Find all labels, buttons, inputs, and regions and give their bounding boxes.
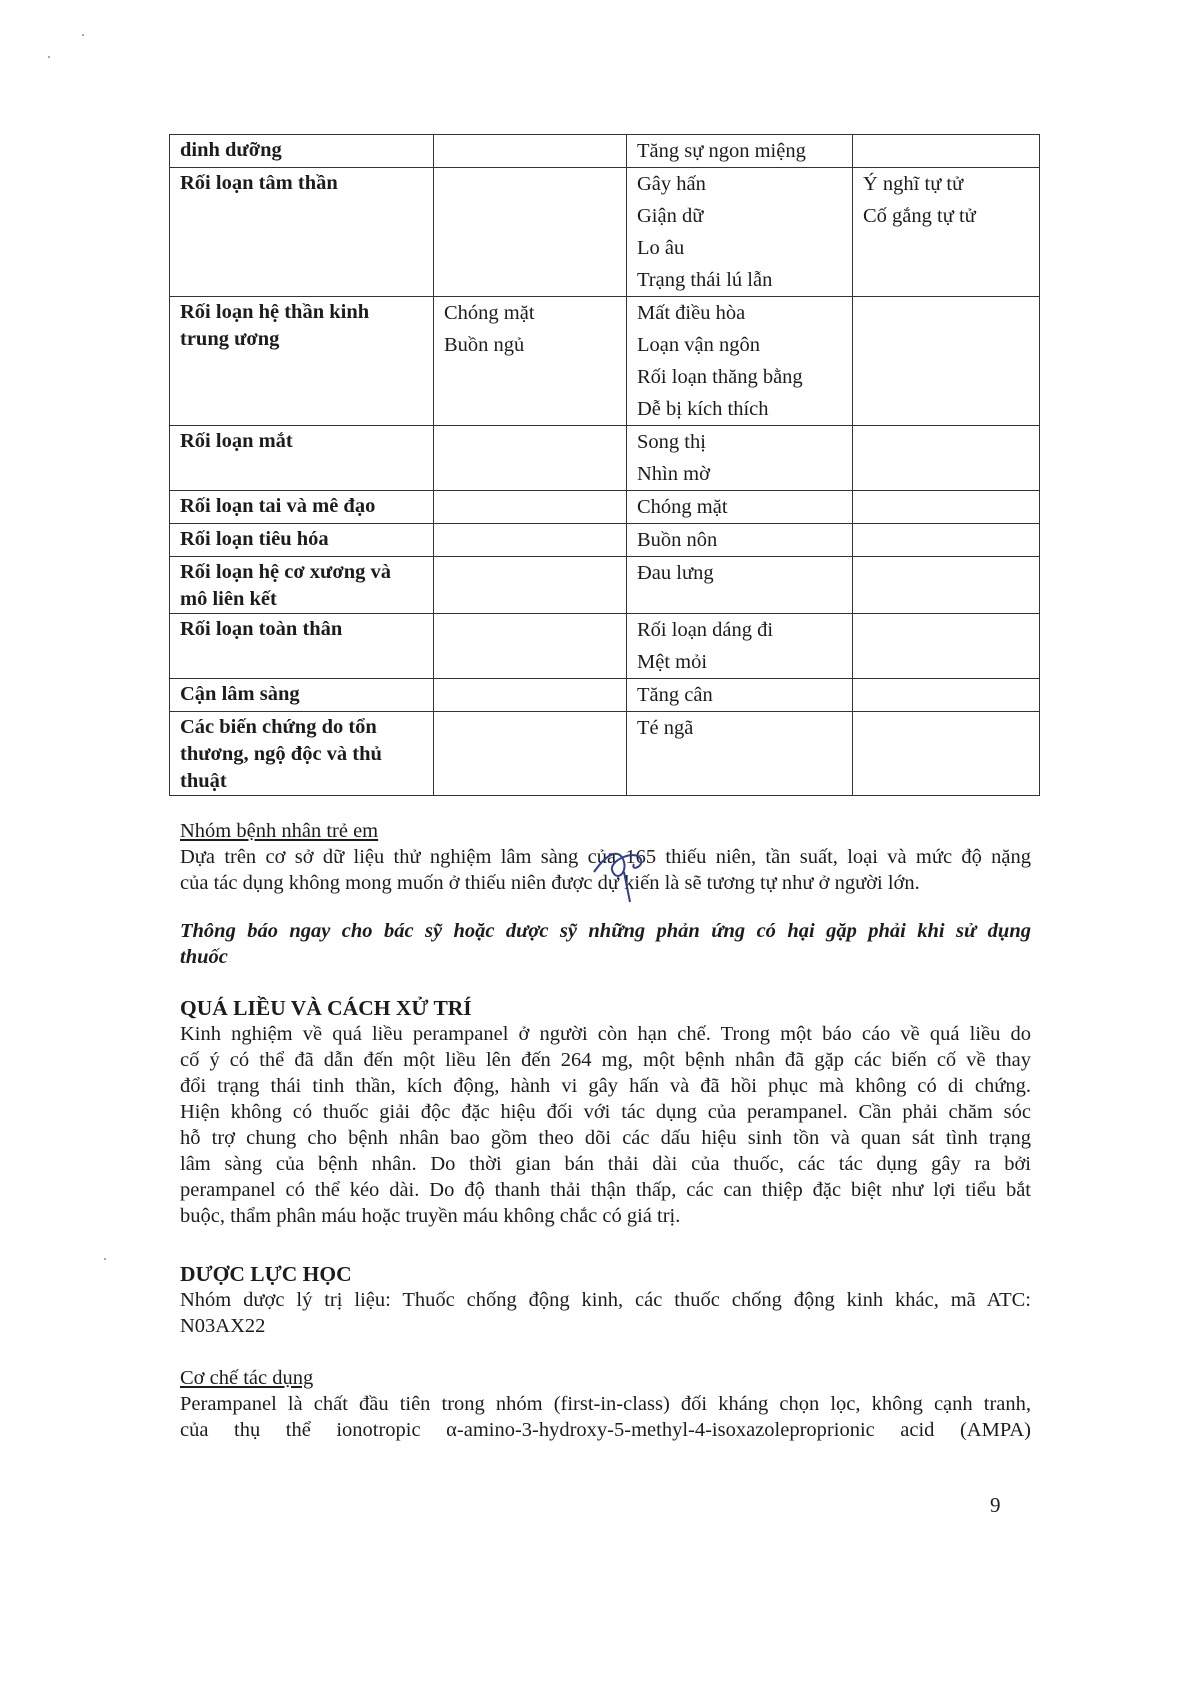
pediatric-line-1: Dựa trên cơ sở dữ liệu thử nghiệm lâm sàng của 165 thiếu niên, tần suất, loại và mức độ nặng — [180, 846, 1031, 868]
table-cell-uncommon — [627, 168, 853, 297]
cell-line: thuật — [180, 770, 227, 792]
table-cell-common — [434, 614, 627, 679]
page-number: 9 — [990, 1493, 1001, 1517]
overdose-line-3: đổi trạng thái tinh thần, kích động, hành vi gây hấn và đã hồi phục mà không có di chứng. — [180, 1075, 1031, 1097]
table-cell-common — [434, 491, 627, 524]
cell-line: Rối loạn toàn thân — [180, 618, 343, 640]
cell-line: thương, ngộ độc và thủ — [180, 743, 382, 765]
cell-line: Rối loạn tiêu hóa — [180, 528, 329, 550]
table-cell-rare — [853, 614, 1040, 679]
overdose-section — [180, 995, 1031, 1229]
table-cell-common — [434, 712, 627, 796]
table-cell-organ — [170, 426, 434, 491]
table-row — [170, 557, 1040, 614]
pediatric-line-2: của tác dụng không mong muốn ở thiếu niên được dự kiến là sẽ tương tự như ở người lớn. — [180, 872, 920, 894]
mechanism-line-2: của thụ thể ionotropic α-amino-3-hydroxy-5-methyl-4-isoxazoleproprionic acid (AMPA) — [180, 1419, 1031, 1441]
table-cell-uncommon — [627, 297, 853, 426]
table-cell-rare — [853, 135, 1040, 168]
table-cell-uncommon — [627, 679, 853, 712]
cell-line: trung ương — [180, 328, 280, 350]
table-cell-uncommon — [627, 426, 853, 491]
table-cell-common — [434, 297, 627, 426]
table-cell-organ — [170, 297, 434, 426]
table-cell-rare — [853, 426, 1040, 491]
cell-line: Ý nghĩ tự tử — [863, 173, 964, 195]
table-row — [170, 491, 1040, 524]
table-cell-uncommon — [627, 491, 853, 524]
table-row — [170, 297, 1040, 426]
cell-line: Song thị — [637, 431, 706, 453]
scan-speck — [82, 34, 84, 36]
cell-line: Rối loạn tai và mê đạo — [180, 495, 376, 517]
cell-line: Giận dữ — [637, 205, 704, 227]
cell-line: Chóng mặt — [637, 496, 728, 518]
table-cell-common — [434, 557, 627, 614]
cell-line: Dễ bị kích thích — [637, 398, 769, 420]
cell-line: Chóng mặt — [444, 302, 535, 324]
cell-line: dinh dưỡng — [180, 139, 282, 161]
mechanism-line-1: Perampanel là chất đầu tiên trong nhóm (first-in-class) đối kháng chọn lọc, không cạnh tranh, — [180, 1393, 1031, 1415]
cell-line: Nhìn mờ — [637, 463, 710, 485]
table-cell-uncommon — [627, 557, 853, 614]
table-cell-rare — [853, 712, 1040, 796]
table-cell-rare — [853, 557, 1040, 614]
cell-line: Rối loạn dáng đi — [637, 619, 774, 641]
table-cell-common — [434, 524, 627, 557]
scan-speck — [48, 56, 50, 58]
table-cell-organ — [170, 491, 434, 524]
table-cell-common — [434, 168, 627, 297]
pharmacodynamics-line-2: N03AX22 — [180, 1315, 266, 1337]
overdose-line-6: lâm sàng của bệnh nhân. Do thời gian bán thải dài của thuốc, các tác dụng gây ra bởi — [180, 1153, 1031, 1175]
cell-line: Trạng thái lú lẫn — [637, 269, 773, 291]
cell-line: Tăng sự ngon miệng — [637, 140, 806, 162]
table-cell-organ — [170, 524, 434, 557]
cell-line: Rối loạn hệ thần kinh — [180, 301, 370, 323]
table-cell-organ — [170, 712, 434, 796]
table-cell-organ — [170, 679, 434, 712]
table-cell-uncommon — [627, 135, 853, 168]
table-row — [170, 168, 1040, 297]
table-cell-uncommon — [627, 712, 853, 796]
table-cell-rare — [853, 679, 1040, 712]
cell-line: Cận lâm sàng — [180, 683, 300, 705]
scan-speck — [104, 1258, 106, 1260]
cell-line: Rối loạn hệ cơ xương và — [180, 561, 391, 583]
cell-line: Tăng cân — [637, 684, 713, 706]
mechanism-section — [180, 1365, 1031, 1443]
cell-line: Té ngã — [637, 717, 694, 739]
overdose-line-1: Kinh nghiệm về quá liều perampanel ở người còn hạn chế. Trong một báo cáo về quá liều do — [180, 1023, 1031, 1045]
cell-line: Gây hấn — [637, 173, 706, 195]
mechanism-heading: Cơ chế tác dụng — [180, 1367, 314, 1389]
cell-line: Mất điều hòa — [637, 302, 746, 324]
cell-line: Rối loạn tâm thần — [180, 172, 338, 194]
overdose-heading: QUÁ LIỀU VÀ CÁCH XỬ TRÍ — [180, 996, 472, 1020]
cell-line: Các biến chứng do tổn — [180, 716, 377, 738]
table-row — [170, 135, 1040, 168]
cell-line: Đau lưng — [637, 562, 714, 584]
overdose-line-4: Hiện không có thuốc giải độc đặc hiệu đối với tác dụng của perampanel. Cần phải chăm sóc — [180, 1101, 1031, 1123]
table-cell-common — [434, 426, 627, 491]
pediatric-heading: Nhóm bệnh nhân trẻ em — [180, 820, 379, 842]
table-cell-common — [434, 679, 627, 712]
table-row — [170, 712, 1040, 796]
overdose-line-7: perampanel có thể kéo dài. Do độ thanh thải thận thấp, các can thiệp đặc biệt như lợi tiểu bắt — [180, 1179, 1031, 1201]
table-cell-organ — [170, 557, 434, 614]
table-row — [170, 426, 1040, 491]
cell-line: Rối loạn mắt — [180, 430, 293, 452]
cell-line: Mệt mỏi — [637, 651, 708, 673]
cell-line: Buồn nôn — [637, 529, 718, 551]
table-cell-uncommon — [627, 614, 853, 679]
cell-line: Loạn vận ngôn — [637, 334, 760, 356]
table-cell-uncommon — [627, 524, 853, 557]
notice-line-2: thuốc — [180, 946, 228, 968]
pharmacodynamics-line-1: Nhóm dược lý trị liệu: Thuốc chống động kinh, các thuốc chống động kinh khác, mã ATC: — [180, 1289, 1031, 1311]
table-row — [170, 679, 1040, 712]
pharmacodynamics-heading: DƯỢC LỰC HỌC — [180, 1262, 352, 1286]
table-cell-organ — [170, 168, 434, 297]
table-cell-organ — [170, 135, 434, 168]
table-cell-rare — [853, 168, 1040, 297]
table-cell-organ — [170, 614, 434, 679]
table-cell-rare — [853, 491, 1040, 524]
overdose-line-8: buộc, thẩm phân máu hoặc truyền máu không chắc có giá trị. — [180, 1205, 681, 1227]
overdose-line-2: cố ý có thể đã dẫn đến một liều lên đến 264 mg, một bệnh nhân đã gặp các biến cố về thay — [180, 1049, 1031, 1071]
adverse-reactions-table-body — [170, 135, 1040, 796]
cell-line: Buồn ngủ — [444, 334, 525, 356]
cell-line: Rối loạn thăng bằng — [637, 366, 803, 388]
handwritten-initial-mark — [590, 842, 670, 904]
adverse-reactions-table — [169, 134, 1040, 796]
table-cell-rare — [853, 297, 1040, 426]
table-row — [170, 614, 1040, 679]
cell-line: mô liên kết — [180, 588, 277, 610]
cell-line: Lo âu — [637, 237, 685, 259]
table-row — [170, 524, 1040, 557]
table-cell-common — [434, 135, 627, 168]
cell-line: Cố gắng tự tử — [863, 205, 976, 227]
pharmacodynamics-section — [180, 1261, 1031, 1339]
table-cell-rare — [853, 524, 1040, 557]
notice-line-1: Thông báo ngay cho bác sỹ hoặc dược sỹ những phản ứng có hại gặp phải khi sử dụng — [180, 920, 1031, 942]
overdose-line-5: hỗ trợ chung cho bệnh nhân bao gồm theo dõi các dấu hiệu sinh tồn và quan sát tình trạng — [180, 1127, 1031, 1149]
